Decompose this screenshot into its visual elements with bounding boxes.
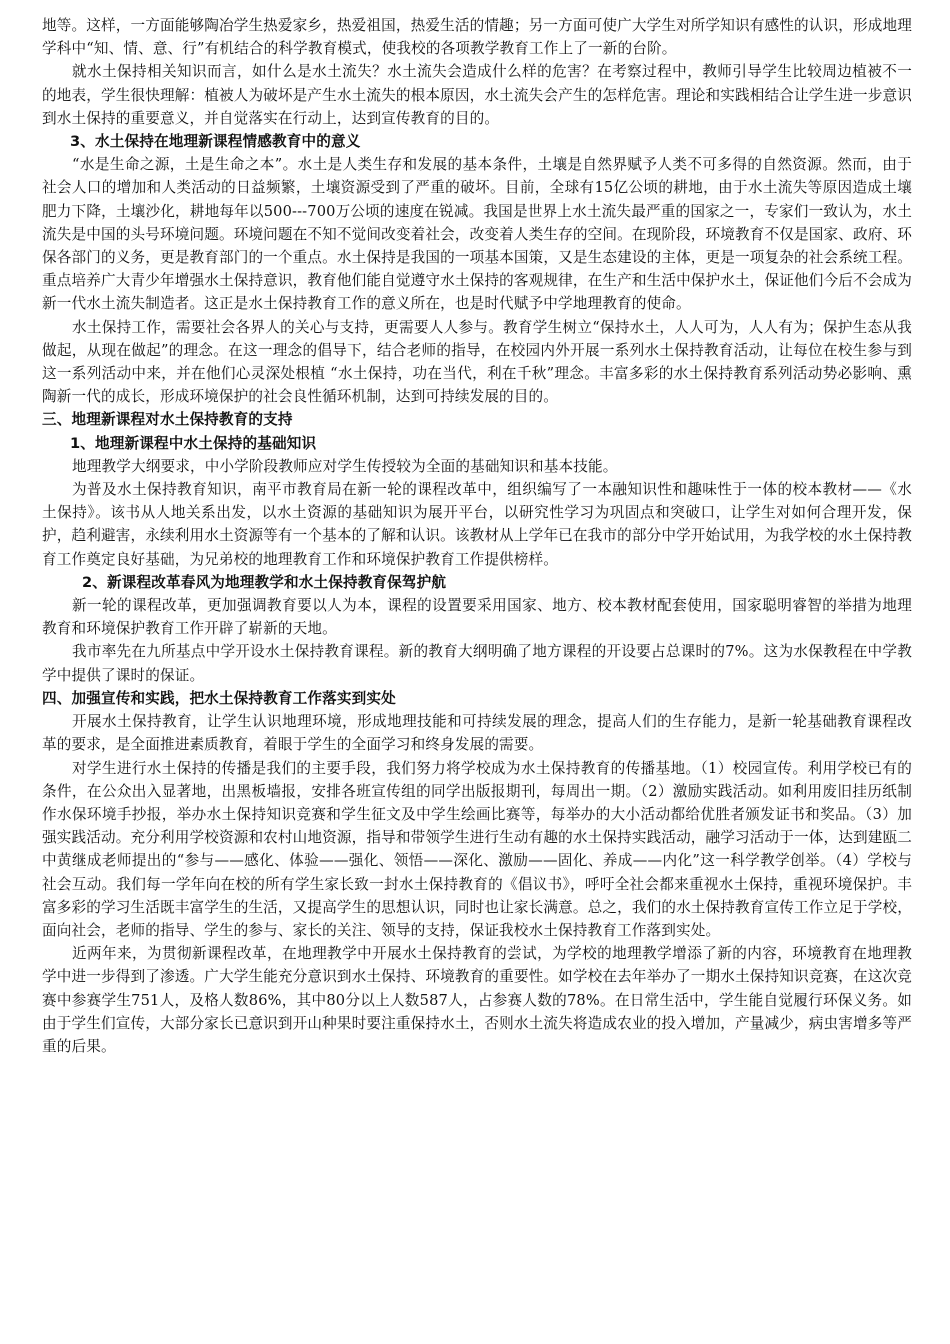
- paragraph-syllabus-requirement: 地理教学大纲要求，中小学阶段教师应对学生传授较为全面的基础知识和基本技能。: [72, 457, 618, 475]
- section-heading-curriculum-support: 三、地理新课程对水土保持教育的支持: [42, 411, 293, 429]
- subheading-basic-knowledge: 1、地理新课程中水土保持的基础知识: [70, 434, 317, 452]
- paragraph-recent-results: 近两年来，为贯彻新课程改革，在地理教学中开展水土保持教育的尝试，为学校的地理教学增添了新的内容，环境教育在地理教学中进一步得到了渗透。广大学生能充分意识到水土保持、环境教育的重要性。如学校在去年举办了一期水土保持知识竞赛，在这次竞赛中参赛学生751人，及格人数86%，其中80分以上人数587人，占参赛人数的78%。在日常生活中，学生能自觉履行环保义务。如由于学生们宣传，大部分家长已意识到开山种果时要注重保持水土，否则水土流失将造成农业的投入增加，产量减少，病虫害增多等严重的后果。: [42, 945, 912, 1055]
- document-page: [42, 14, 912, 1058]
- paragraph-pilot-schools: 我市率先在九所基点中学开设水土保持教育课程。新的教育大纲明确了地方课程的开设要占总课时的7%。这为水保教程在中学教学中提供了课时的保证。: [42, 643, 912, 684]
- paragraph-social-participation: 水土保持工作，需要社会各界人的关心与支持，更需要人人参与。教育学生树立“保持水土，人人可为，人人有为；保护生态从我做起，从现在做起”的理念。在这一理念的倡导下，结合老师的指导，在校园内外开展一系列水土保持教育活动，让每位在校生参与到这一系列活动中来，并在他们心灵深处根植 “水土保持，功在当代，利在千秋”理念。丰富多彩的水土保持教育系列活动势必影响、熏陶新一代的成长，形成环境保护的社会良性循环机制，达到可持续发展的目的。: [42, 318, 912, 406]
- paragraph-carry-out-education: 开展水土保持教育，让学生认识地理环境，形成地理技能和可持续发展的理念，提高人们的生存能力，是新一轮基础教育课程改革的要求，是全面推进素质教育，着眼于学生的全面学习和终身发展的需要。: [42, 713, 912, 754]
- subheading-curriculum-reform: 2、新课程改革春风为地理教学和水土保持教育保驾护航: [82, 573, 447, 591]
- paragraph-water-soil-life: “水是生命之源，土是生命之本”。水土是人类生存和发展的基本条件，土壤是自然界赋予人类不可多得的自然资源。然而，由于社会人口的增加和人类活动的日益频繁，土壤资源受到了严重的破坏。目前，全球有15亿公顷的耕地，由于水土流失等原因造成土壤肥力下降，土壤沙化，耕地每年以500---700万公顷的速度在锐减。我国是世界上水土流失最严重的国家之一，专家们一致认为，水土流失是中国的头号环境问题。环境问题在不知不觉间改变着社会，改变着人类生存的空间。在现阶段，环境教育不仅是国家、政府、环保各部门的义务，更是教育部门的一个重点。水土保持是我国的一项基本国策，又是生态建设的主体，更是一项复杂的社会系统工程。重点培养广大青少年增强水土保持意识，教育他们能自觉遵守水土保持的客观规律，在生产和生活中保护水土，保证他们今后不会成为新一代水土流失制造者。这正是水土保持教育工作的意义所在，也是时代赋予中学地理教育的使命。: [42, 156, 912, 313]
- paragraph-school-textbook: 为普及水土保持教育知识，南平市教育局在新一轮的课程改革中，组织编写了一本融知识性和趣味性于一体的校本教材——《水土保持》。该书从人地关系出发，以水土资源的基础知识为展开平台，以研究性学习为巩固点和突破口，让学生对如何合理开发，保护，趋利避害，永续利用水土资源等有一个基本的了解和认识。该教材从上学年已在我市的部分中学开始试用，为我学校的水土保持教育工作奠定良好基础，为兄弟校的地理教育工作和环境保护教育工作提供榜样。: [42, 481, 912, 568]
- subheading-emotional-education-meaning: 3、水土保持在地理新课程情感教育中的意义: [70, 133, 361, 151]
- paragraph-soil-erosion-knowledge: 就水土保持相关知识而言，如什么是水土流失？水土流失会造成什么样的危害？在考察过程中，教师引导学生比较周边植被不一的地表，学生很快理解：植被人为破坏是产生水土流失的根本原因，水土流失会产生的怎样危害。理论和实践相结合让学生进一步意识到水土保持的重要意义，并自觉落实在行动上，达到宣传教育的目的。: [42, 63, 912, 127]
- paragraph-intro-continuation: 地等。这样，一方面能够陶冶学生热爱家乡，热爱祖国，热爱生活的情趣；另一方面可使广大学生对所学知识有感性的认识，形成地理学科中“知、情、意、行”有机结合的科学教育模式，使我校的各项教学教育工作上了一新的台阶。: [42, 17, 912, 58]
- paragraph-people-oriented: 新一轮的课程改革，更加强调教育要以人为本，课程的设置要采用国家、地方、校本教材配套使用，国家聪明睿智的举措为地理教育和环境保护教育工作开辟了崭新的天地。: [42, 597, 912, 638]
- section-heading-publicity-practice: 四、加强宣传和实践，把水土保持教育工作落实到实处: [42, 689, 396, 707]
- paragraph-dissemination-base: 对学生进行水土保持的传播是我们的主要手段，我们努力将学校成为水土保持教育的传播基地。（1）校园宣传。利用学校已有的条件，在公众出入显著地，出黑板墙报，安排各班宣传组的同学出版报期刊，每周出一期。（2）激励实践活动。如利用废旧挂历纸制作水保环境手抄报，举办水土保持知识竞赛和学生征文及中学生绘画比赛等，每举办的大小活动都给优胜者颁发证书和奖品。（3）加强实践活动。充分利用学校资源和农村山地资源，指导和带领学生进行生动有趣的水土保持实践活动，融学习活动于一体，达到建瓯二中黄继成老师提出的“参与——感化、体验——强化、领悟——深化、激励——固化、养成——内化”这一科学教学创举。（4）学校与社会互动。我们每一学年向在校的所有学生家长致一封水土保持教育的《倡议书》，呼吁全社会都来重视水土保持，重视环境保护。丰富多彩的学习生活既丰富学生的生活，又提高学生的思想认识，同时也让家长满意。总之，我们的水土保持教育宣传工作立足于学校，面向社会，老师的指导、学生的参与、家长的关注、领导的支持，保证我校水土保持教育工作落到实处。: [42, 759, 912, 939]
